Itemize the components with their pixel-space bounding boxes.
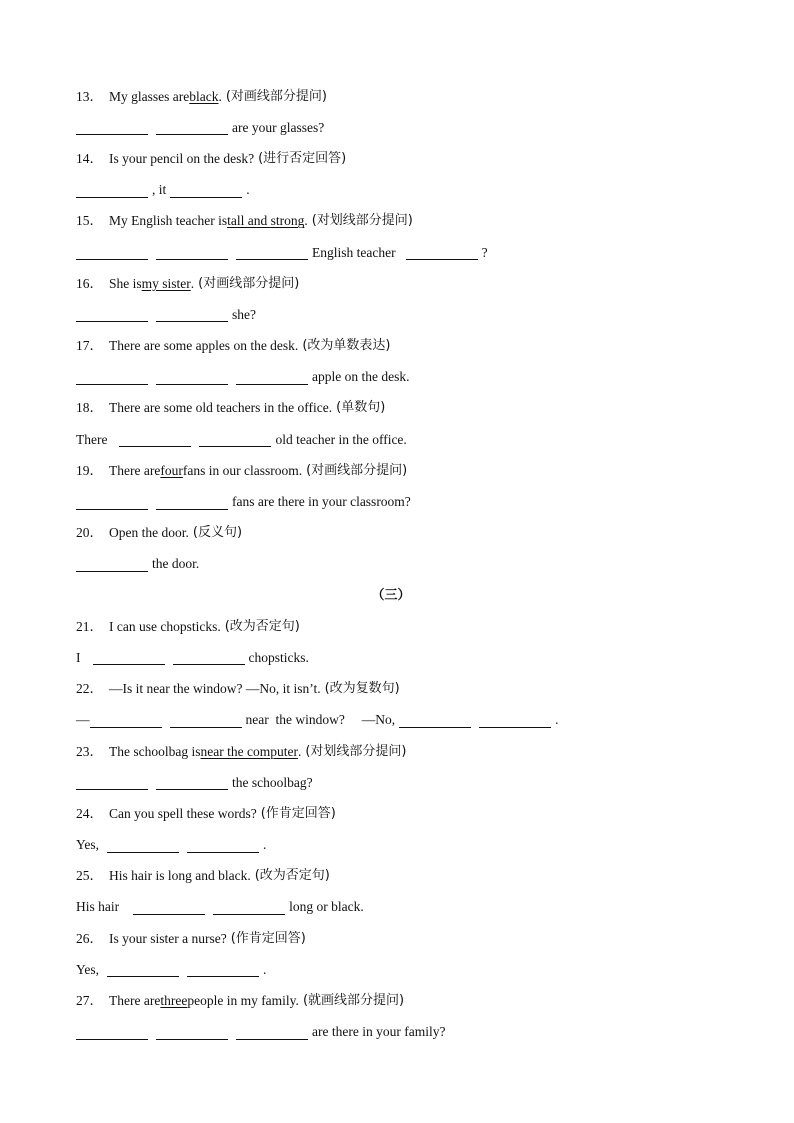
question-text: —Is it near the window? —No, it isn’t. bbox=[109, 681, 321, 697]
answer-blank[interactable] bbox=[213, 900, 285, 915]
instruction: (改为单数表达) bbox=[302, 338, 391, 354]
answer-text: , it bbox=[152, 182, 167, 198]
instruction: (就画线部分提问) bbox=[302, 993, 405, 1009]
answer-blank[interactable] bbox=[93, 650, 165, 665]
question-text-end: people in my family. bbox=[187, 993, 299, 1009]
answer-23 bbox=[76, 767, 736, 798]
question-number: 17． bbox=[76, 338, 103, 354]
answer-blank[interactable] bbox=[170, 713, 242, 728]
answer-blank[interactable] bbox=[173, 650, 245, 665]
answer-blank[interactable] bbox=[107, 838, 179, 853]
question-number: 20． bbox=[76, 525, 103, 541]
question-text-end: . bbox=[190, 275, 195, 291]
answer-blank[interactable] bbox=[76, 557, 148, 572]
answer-blank[interactable] bbox=[76, 1025, 148, 1040]
answer-text: chopsticks. bbox=[248, 649, 309, 665]
answer-text-start: Yes, bbox=[76, 961, 100, 977]
answer-blank[interactable] bbox=[156, 245, 228, 260]
question-text: The schoolbag is bbox=[109, 743, 201, 759]
answer-text-start: There bbox=[76, 431, 108, 447]
answer-text: near the window? —No, bbox=[245, 712, 396, 728]
question-text: I can use chopsticks. bbox=[109, 618, 221, 634]
question-17 bbox=[76, 331, 736, 362]
answer-blank[interactable] bbox=[199, 432, 271, 447]
instruction: (对划线部分提问) bbox=[305, 743, 407, 759]
instruction: (反义句) bbox=[192, 525, 243, 541]
question-13 bbox=[76, 81, 736, 112]
answer-blank[interactable] bbox=[236, 370, 308, 385]
answer-text: are your glasses? bbox=[232, 119, 325, 135]
answer-blank[interactable] bbox=[236, 1025, 308, 1040]
answer-blank[interactable] bbox=[119, 432, 191, 447]
answer-text-end: . bbox=[263, 837, 267, 853]
answer-blank[interactable] bbox=[156, 495, 228, 510]
question-text: Is your pencil on the desk? bbox=[109, 150, 255, 166]
answer-text: are there in your family? bbox=[312, 1024, 446, 1040]
answer-text: she? bbox=[232, 306, 256, 322]
answer-text: apple on the desk. bbox=[312, 369, 410, 385]
answer-19 bbox=[76, 486, 736, 517]
instruction: (对画线部分提问) bbox=[306, 462, 408, 478]
question-text: Can you spell these words? bbox=[109, 805, 257, 821]
answer-blank[interactable] bbox=[76, 370, 148, 385]
question-text-end: fans in our classroom. bbox=[182, 462, 303, 478]
answer-text: English teacher bbox=[312, 244, 396, 260]
underlined-part: tall and strong bbox=[227, 213, 305, 229]
instruction: (改为复数句) bbox=[324, 681, 400, 697]
question-text: She is bbox=[109, 275, 142, 291]
answer-blank[interactable] bbox=[479, 713, 551, 728]
question-text: There are some old teachers in the office. bbox=[109, 400, 333, 416]
question-list bbox=[76, 81, 736, 1048]
answer-blank[interactable] bbox=[156, 307, 228, 322]
answer-18 bbox=[76, 424, 736, 455]
answer-blank[interactable] bbox=[76, 120, 148, 135]
answer-text: old teacher in the office. bbox=[275, 431, 407, 447]
underlined-part: four bbox=[160, 462, 183, 478]
answer-15 bbox=[76, 237, 736, 268]
answer-text-start: — bbox=[76, 712, 90, 728]
question-23 bbox=[76, 736, 736, 767]
question-number: 24． bbox=[76, 805, 103, 821]
underlined-part: three bbox=[160, 993, 188, 1009]
answer-text: the schoolbag? bbox=[232, 774, 313, 790]
answer-text: long or black. bbox=[289, 899, 364, 915]
answer-blank[interactable] bbox=[107, 962, 179, 977]
question-number: 27． bbox=[76, 993, 103, 1009]
answer-text: fans are there in your classroom? bbox=[232, 494, 411, 510]
question-text: My English teacher is bbox=[109, 213, 228, 229]
question-text: Open the door. bbox=[109, 525, 189, 541]
instruction: (对画线部分提问) bbox=[198, 275, 300, 291]
answer-20 bbox=[76, 549, 736, 580]
answer-blank[interactable] bbox=[76, 307, 148, 322]
underlined-part: my sister bbox=[141, 275, 191, 291]
question-25 bbox=[76, 861, 736, 892]
answer-21 bbox=[76, 642, 736, 673]
answer-text: the door. bbox=[152, 556, 200, 572]
question-16 bbox=[76, 268, 736, 299]
answer-blank[interactable] bbox=[76, 775, 148, 790]
answer-13 bbox=[76, 112, 736, 143]
question-15 bbox=[76, 206, 736, 237]
answer-blank[interactable] bbox=[170, 183, 242, 198]
answer-25 bbox=[76, 892, 736, 923]
instruction: (改为否定句) bbox=[254, 868, 330, 884]
question-text: Is your sister a nurse? bbox=[109, 930, 227, 946]
section-title: （三） bbox=[371, 587, 411, 603]
question-27 bbox=[76, 985, 736, 1016]
question-number: 21． bbox=[76, 618, 103, 634]
question-26 bbox=[76, 923, 736, 954]
question-text-end: . bbox=[297, 743, 302, 759]
answer-26 bbox=[76, 954, 736, 985]
instruction: (作肯定回答) bbox=[230, 930, 306, 946]
answer-17 bbox=[76, 362, 736, 393]
answer-blank[interactable] bbox=[156, 120, 228, 135]
question-text: There are some apples on the desk. bbox=[109, 338, 299, 354]
answer-text-end: . bbox=[263, 961, 267, 977]
answer-16 bbox=[76, 299, 736, 330]
underlined-part: black bbox=[189, 88, 219, 104]
question-text: My glasses are bbox=[109, 88, 190, 104]
answer-text-start: His hair bbox=[76, 899, 120, 915]
question-20 bbox=[76, 518, 736, 549]
instruction: (对划线部分提问) bbox=[311, 213, 413, 229]
question-number: 26． bbox=[76, 930, 103, 946]
answer-blank[interactable] bbox=[399, 713, 471, 728]
answer-blank[interactable] bbox=[156, 370, 228, 385]
answer-text-end: . bbox=[246, 182, 250, 198]
question-number: 22． bbox=[76, 681, 103, 697]
answer-blank[interactable] bbox=[406, 245, 478, 260]
question-text: His hair is long and black. bbox=[109, 868, 251, 884]
answer-blank[interactable] bbox=[156, 775, 228, 790]
question-number: 19． bbox=[76, 462, 103, 478]
question-21 bbox=[76, 611, 736, 642]
question-text: There are bbox=[109, 993, 161, 1009]
instruction: (作肯定回答) bbox=[260, 805, 336, 821]
instruction: (单数句) bbox=[336, 400, 386, 416]
answer-14 bbox=[76, 175, 736, 206]
answer-27 bbox=[76, 1017, 736, 1048]
question-22 bbox=[76, 674, 736, 705]
answer-blank[interactable] bbox=[76, 495, 148, 510]
answer-text-end: ? bbox=[481, 244, 488, 260]
answer-24 bbox=[76, 830, 736, 861]
underlined-part: near the computer bbox=[200, 743, 298, 759]
question-text: There are bbox=[109, 462, 161, 478]
instruction: (改为否定句) bbox=[224, 618, 300, 634]
question-number: 14． bbox=[76, 150, 103, 166]
question-text-end: . bbox=[218, 88, 222, 104]
answer-text-start: I bbox=[76, 649, 81, 665]
question-number: 15． bbox=[76, 213, 103, 229]
instruction: (进行否定回答) bbox=[258, 150, 347, 166]
question-text-end: . bbox=[304, 213, 308, 229]
question-24 bbox=[76, 798, 736, 829]
question-19 bbox=[76, 455, 736, 486]
question-number: 16． bbox=[76, 275, 103, 291]
question-18 bbox=[76, 393, 736, 424]
instruction: (对画线部分提问) bbox=[225, 88, 328, 104]
question-number: 23． bbox=[76, 743, 103, 759]
answer-blank[interactable] bbox=[187, 962, 259, 977]
question-14 bbox=[76, 143, 736, 174]
answer-blank[interactable] bbox=[156, 1025, 228, 1040]
answer-22 bbox=[76, 705, 736, 736]
question-number: 13． bbox=[76, 88, 103, 104]
question-number: 25． bbox=[76, 868, 103, 884]
answer-text-start: Yes, bbox=[76, 837, 100, 853]
answer-blank[interactable] bbox=[187, 838, 259, 853]
question-number: 18． bbox=[76, 400, 103, 416]
answer-blank[interactable] bbox=[76, 183, 148, 198]
answer-blank[interactable] bbox=[133, 900, 205, 915]
answer-text-end: . bbox=[555, 712, 559, 728]
answer-blank[interactable] bbox=[90, 713, 162, 728]
answer-blank[interactable] bbox=[76, 245, 148, 260]
answer-blank[interactable] bbox=[236, 245, 308, 260]
